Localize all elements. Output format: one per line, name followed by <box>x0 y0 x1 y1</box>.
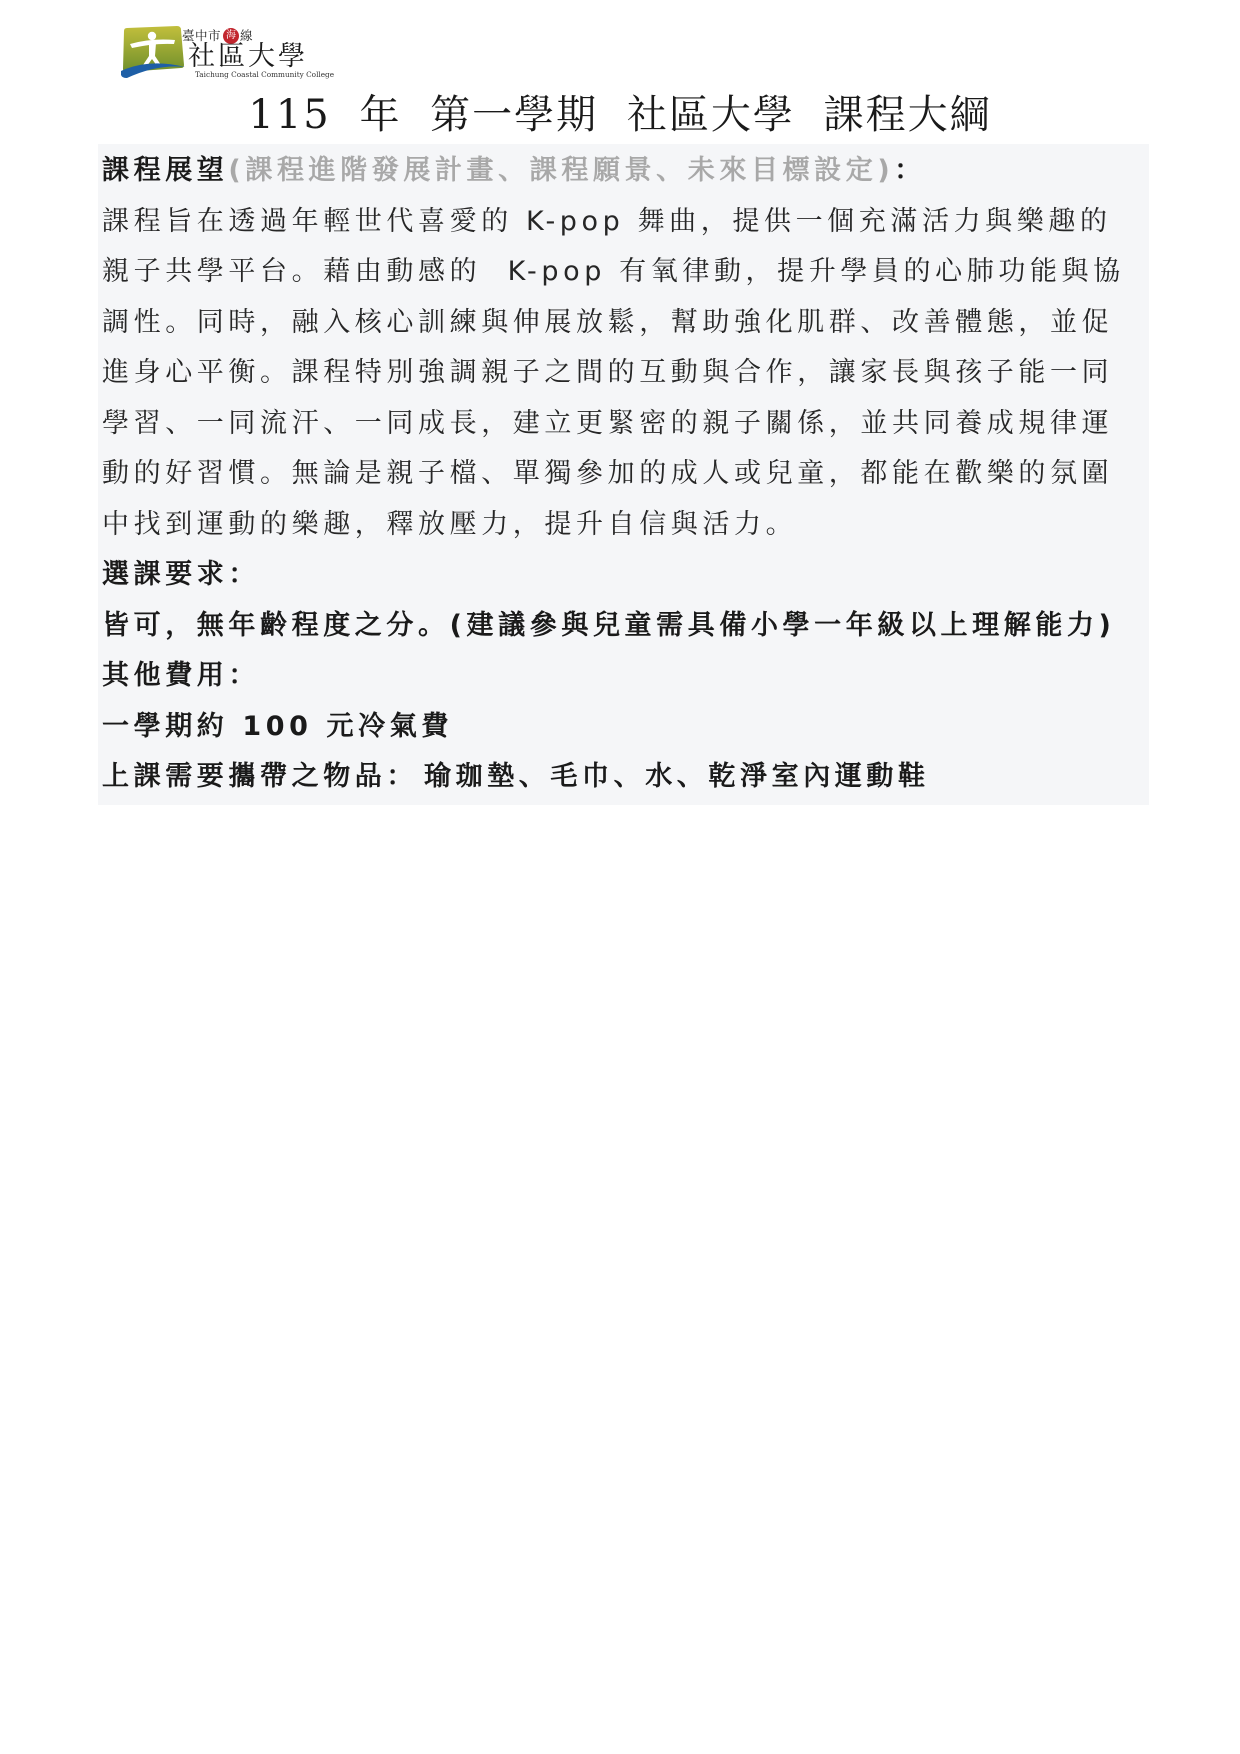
logo-line-char: 線 <box>240 28 254 43</box>
fees-label: 其他費用： <box>102 660 260 691</box>
logo-emblem-icon <box>121 25 185 79</box>
paragraph-line: 親子共學平台。藉由動感的 K-pop 有氧律動，提升學員的心肺功能與協 <box>102 256 1125 287</box>
paragraph-line: 進身心平衡。課程特別強調親子之間的互動與合作，讓家長與孩子能一同 <box>102 357 1114 388</box>
logo-english-name: Taichung Coastal Community College <box>195 70 335 79</box>
course-outline-box <box>98 144 1149 805</box>
vision-heading <box>102 146 1145 197</box>
items-label: 上課需要攜帶之物品： <box>102 761 418 792</box>
paragraph-line: 調性。同時，融入核心訓練與伸展放鬆，幫助強化肌群、改善體態，並促 <box>102 306 1114 338</box>
paragraph-line: 中找到運動的樂趣，釋放壓力，提升自信與活力。 <box>102 508 798 540</box>
vision-colon: ： <box>894 155 926 186</box>
paragraph-line: 課程旨在透過年輕世代喜愛的 K-pop 舞曲，提供一個充滿活力與樂趣的 <box>102 205 1112 237</box>
logo-text <box>182 26 335 80</box>
vision-label: 課程展望 <box>102 155 229 186</box>
page-title: 115 年 第一學期 社區大學 課程大綱 <box>248 92 992 138</box>
requirements-label: 選課要求： <box>102 559 260 590</box>
school-logo <box>121 24 335 80</box>
fees-value: 一學期約 100 元冷氣費 <box>102 710 453 742</box>
paragraph-line: 學習、一同流汗、一同成長，建立更緊密的親子關係，並共同養成規律運 <box>102 407 1114 439</box>
items-line <box>102 752 1145 803</box>
logo-circle-badge: 海 <box>223 28 239 44</box>
requirements-value: 皆可，無年齡程度之分。(建議參與兒童需具備小學一年級以上理解能力) <box>102 609 1116 641</box>
vision-note: (課程進階發展計畫、課程願景、未來目標設定) <box>228 155 895 186</box>
paragraph-line: 動的好習慣。無論是親子檔、單獨參加的成人或兒童，都能在歡樂的氛圍 <box>102 458 1114 489</box>
logo-city: 臺中市 <box>182 28 222 43</box>
items-value: 瑜珈墊、毛巾、水、乾淨室內運動鞋 <box>424 761 930 792</box>
logo-name: 社區大學 <box>188 41 308 72</box>
